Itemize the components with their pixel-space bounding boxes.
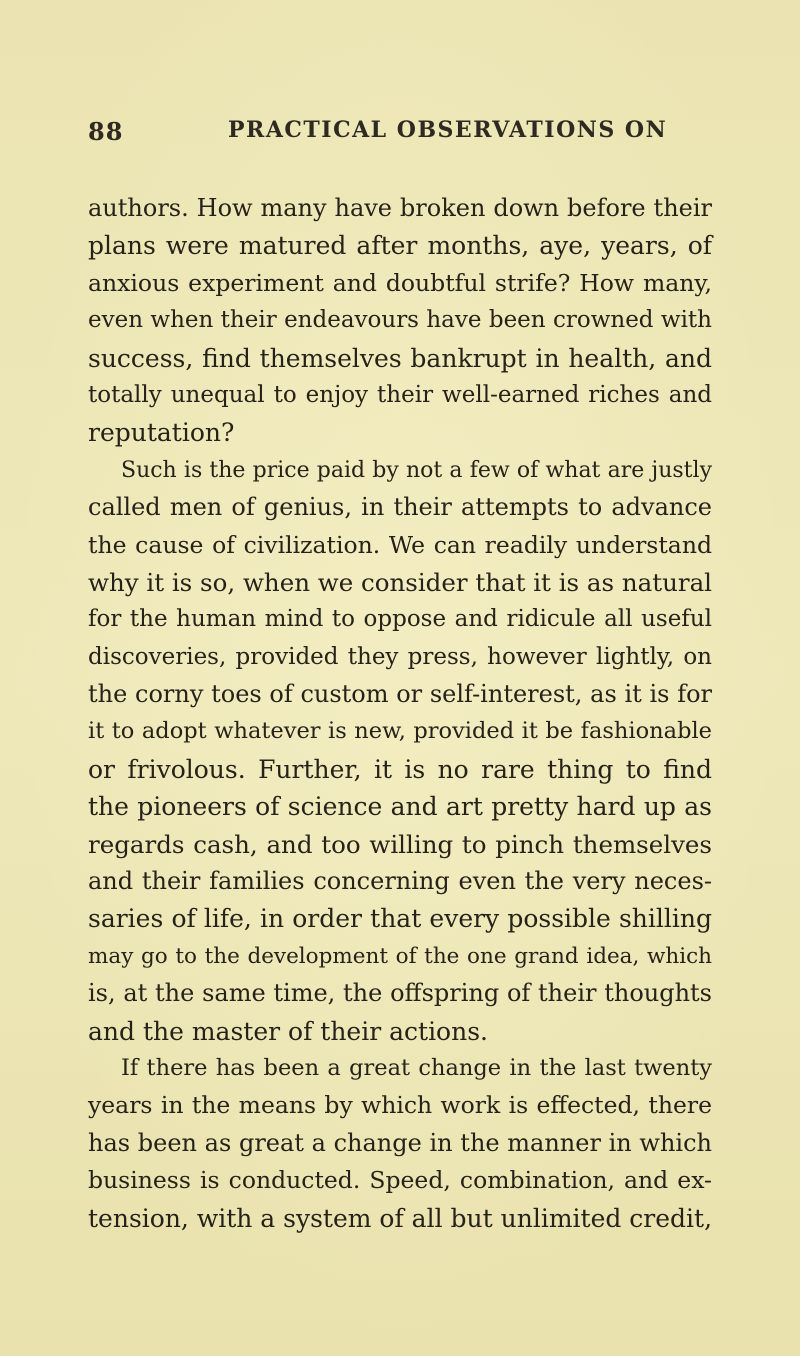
- text-line: business is conducted. Speed, combination, and ex-: [88, 1166, 712, 1195]
- text-line: the pioneers of science and art pretty hard up as: [88, 792, 712, 822]
- text-line: reputation?: [88, 418, 235, 448]
- text-line: is, at the same time, the offspring of their thoughts: [88, 979, 712, 1008]
- text-line: totally unequal to enjoy their well-earned riches and: [88, 381, 712, 408]
- text-line: saries of life, in order that every possible shilling: [88, 904, 712, 934]
- text-line: discoveries, provided they press, however lightly, on: [88, 643, 712, 670]
- text-line: the cause of civilization. We can readily understand: [88, 530, 712, 559]
- running-head: [88, 117, 708, 157]
- body-text: [88, 190, 712, 1237]
- text-line: may go to the development of the one grand idea, which: [88, 943, 712, 969]
- text-line: If there has been a great change in the last twenty: [121, 1054, 712, 1081]
- text-line: and their families concerning even the very neces-: [88, 867, 712, 896]
- text-line: Such is the price paid by not a few of what are justly: [121, 457, 712, 483]
- text-line: even when their endeavours have been crowned with: [88, 307, 712, 334]
- text-line: and the master of their actions.: [88, 1016, 488, 1046]
- page-number: 88: [88, 117, 124, 146]
- text-line: years in the means by which work is effected, there: [88, 1091, 712, 1120]
- text-line: success, find themselves bankrupt in health, and: [88, 343, 712, 373]
- text-line: plans were matured after months, aye, years, of: [88, 231, 712, 261]
- text-line: it to adopt whatever is new, provided it be fashionable: [88, 718, 712, 745]
- text-line: why it is so, when we consider that it is as natural: [88, 567, 713, 597]
- running-head-title: PRACTICAL OBSERVATIONS ON: [228, 117, 668, 143]
- text-line: tension, with a system of all but unlimited credit,: [88, 1203, 713, 1233]
- text-line: called men of genius, in their attempts to advance: [88, 493, 712, 522]
- text-line: anxious experiment and doubtful strife? How many,: [88, 268, 712, 297]
- text-line: the corny toes of custom or self-interest, as it is for: [88, 680, 712, 709]
- text-line: authors. How many have broken down before their: [88, 194, 712, 222]
- text-line: has been as great a change in the manner in which: [88, 1128, 712, 1157]
- text-line: for the human mind to oppose and ridicule all useful: [88, 606, 712, 633]
- text-line: regards cash, and too willing to pinch themselves: [88, 829, 712, 859]
- text-line: or frivolous. Further, it is no rare thing to find: [88, 754, 712, 784]
